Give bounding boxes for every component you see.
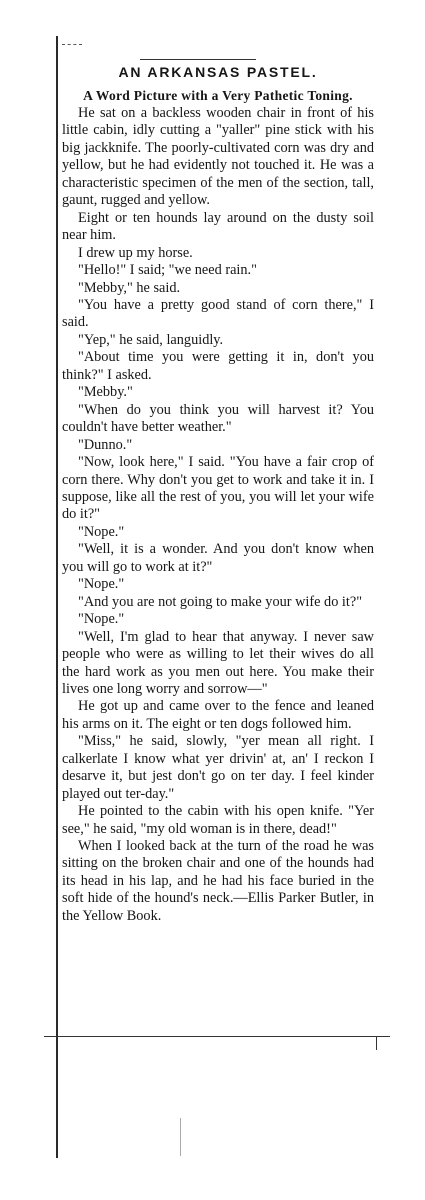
paragraph: "Well, it is a wonder. And you don't know when you will go to work at it?" [62, 541, 374, 575]
paragraph: Eight or ten hounds lay around on the dusty soil near him. [62, 209, 374, 244]
paragraph: "Now, look here," I said. "You have a fair crop of corn there. Why don't you get to work and take it in. I suppose, like all the rest of you, you will let your wife do it?" [62, 454, 374, 523]
paragraph: He sat on a backless wooden chair in front of his little cabin, idly cutting a "yaller" pine stick with his big jackknife. The poorly-cultivated corn was dry and yellow, but he had evidently not touched it. He was a characteristic specimen of the men of the section, tall, gaunt, rugged and yellow. [62, 105, 374, 209]
paragraph: "Nope." [78, 611, 125, 628]
paragraph: "You have a pretty good stand of corn there," I said. [62, 296, 374, 331]
paragraph: "And you are not going to make your wife do it?" [78, 593, 363, 610]
paragraph: "Mebby." [78, 384, 133, 401]
paragraph: When I looked back at the turn of the road he was sitting on the broken chair and one of the hounds had its head in his lap, and he had his face buried in the soft hide of the hound's neck.—Ellis Parker Butler, in the Yellow Book. [62, 838, 374, 924]
paragraph: I drew up my horse. [78, 244, 193, 261]
paragraph: "When do you think you will harvest it? You couldn't have better weather." [62, 401, 374, 436]
clipping-cut-line [44, 1036, 390, 1037]
paragraph: "Nope." [78, 576, 125, 593]
paragraph: "Hello!" I said; "we need rain." [78, 262, 257, 279]
paper-crease [180, 1118, 181, 1156]
headline: AN ARKANSAS PASTEL. [118, 64, 318, 80]
subhead: A Word Picture with a Very Pathetic Toning. [83, 88, 353, 103]
paragraph: "Miss," he said, slowly, "yer mean all right. I calkerlate I know what yer drivin' at, an' I reckon I desarve it, but jest don't go on ter day. I feel kinder played out ter-day." [62, 733, 374, 802]
article-body [62, 105, 374, 925]
paragraph: "Well, I'm glad to hear that anyway. I never saw people who were as willing to let their wives do all the hard work as you men out here. You make their lives one long worry and sorrow—" [62, 628, 374, 697]
paragraph: "About time you were getting it in, don't you think?" I asked. [62, 349, 374, 383]
paragraph: "Dunno." [78, 436, 133, 453]
top-dash-mark [62, 44, 82, 46]
column-rule [56, 36, 58, 1158]
paragraph: "Yep," he said, languidly. [78, 331, 224, 348]
paragraph: "Nope." [78, 523, 125, 540]
header-rule [140, 59, 256, 60]
paragraph: "Mebby," he said. [78, 279, 181, 296]
article [62, 62, 374, 925]
paragraph: He got up and came over to the fence and leaned his arms on it. The eight or ten dogs followed him. [62, 698, 374, 732]
clipping-cut-tick [376, 1036, 377, 1050]
paragraph: He pointed to the cabin with his open knife. "Yer see," he said, "my old woman is in there, dead!" [62, 803, 374, 837]
